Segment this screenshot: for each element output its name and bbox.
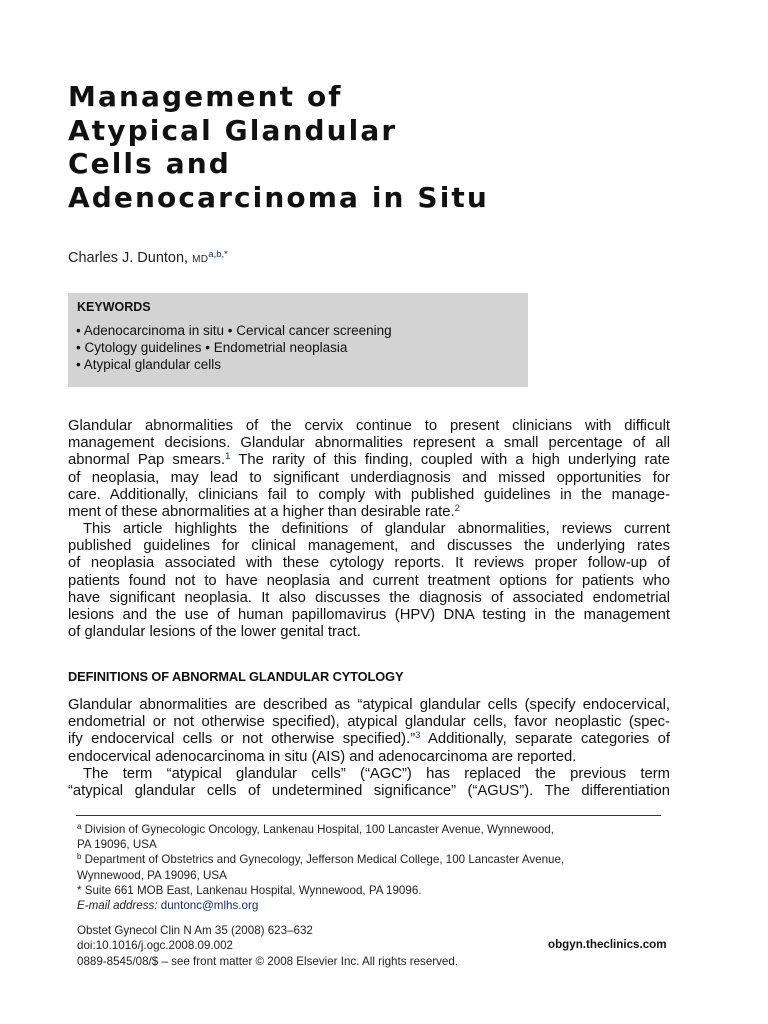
keywords-heading: KEYWORDS — [77, 300, 151, 314]
reference-link[interactable]: 3 — [415, 730, 421, 742]
footnote-a: $^a$ Division of Gynecologic Oncology, Lankenau Hospital, 100 Lancaster Avenue, Wynnewood, — [77, 822, 554, 836]
text-line: management decisions. Glandular abnormalities represent a small percentage of all — [68, 435, 670, 452]
text-line: endometrial or not otherwise specified), atypical glandular cells, favor neoplastic (spec- — [68, 714, 670, 731]
copyright: 0889-8545/08/$ – see front matter © 2008 Elsevier Inc. All rights reserved. — [77, 954, 459, 968]
footnote-b-continued: Wynnewood, PA 19096, USA — [77, 868, 227, 882]
citation-block — [77, 923, 458, 969]
text-line: ment of these abnormalities at a higher than desirable rate.$^2$ — [68, 502, 460, 520]
section1-paragraph-1 — [68, 697, 670, 766]
keyword-line: • Cytology guidelines • Endometrial neoplasia — [76, 340, 348, 355]
reference-link[interactable]: 1 — [225, 451, 231, 463]
text-line: have significant neoplasia. It also discusses the diagnosis of associated endometrial — [68, 589, 670, 606]
text-line: endocervical adenocarcinoma in situ (AIS) and adenocarcinoma are reported. — [68, 748, 577, 765]
text-line: ify endocervical cells or not otherwise specified).”$^3$ Additionally, separate categories of — [68, 730, 670, 748]
intro-paragraph-1 — [68, 418, 670, 521]
article-title — [68, 80, 588, 214]
keywords-list — [76, 322, 392, 373]
email-label: E-mail address: — [77, 899, 158, 913]
text-line: of glandular lesions of the lower genital tract. — [68, 624, 361, 641]
journal-url-link[interactable]: obgyn.theclinics.com — [548, 938, 667, 951]
author-affiliation-marks[interactable]: a,b,* — [208, 249, 228, 260]
text-line: care. Additionally, clinicians fail to comply with published guidelines in the manage- — [68, 486, 670, 503]
text-line: “atypical glandular cells of undetermined significance” (“AGUS”). The differentiation — [68, 783, 670, 800]
keyword-line: • Adenocarcinoma in situ • Cervical cancer screening — [76, 323, 392, 338]
text-line: published guidelines for clinical management, and discusses the underlying rates — [68, 538, 670, 555]
section-heading: DEFINITIONS OF ABNORMAL GLANDULAR CYTOLOGY — [68, 669, 404, 684]
keywords-box — [68, 293, 528, 387]
footnote-divider — [76, 815, 661, 816]
email-link[interactable]: duntonc@mlhs.org — [160, 899, 259, 913]
title-line: Cells and — [68, 147, 231, 180]
footnotes — [77, 822, 667, 913]
reference-link[interactable]: 2 — [454, 502, 460, 514]
footnote-corresponding: * Suite 661 MOB East, Lankenau Hospital, Wynnewood, PA 19096. — [77, 883, 422, 897]
title-line: Adenocarcinoma in Situ — [68, 180, 489, 214]
text-line: patients found not to have neoplasia and current treatment options for patients who — [68, 572, 670, 589]
footnote-a-continued: PA 19096, USA — [77, 838, 157, 852]
section1-paragraph-2 — [68, 766, 670, 800]
text-line: This article highlights the definitions of glandular abnormalities, reviews current — [83, 521, 670, 537]
title-line: Management of — [68, 80, 343, 113]
text-line: lesions and the use of human papillomavirus (HPV) DNA testing in the management — [68, 606, 670, 623]
intro-paragraph-2 — [68, 521, 670, 641]
title-line: Atypical Glandular — [68, 113, 398, 147]
text-line: Glandular abnormalities of the cervix continue to present clinicians with difficult — [68, 418, 670, 434]
author-degree: MD — [192, 254, 209, 265]
doi: doi:10.1016/j.ogc.2008.09.002 — [77, 939, 234, 953]
keyword-line: • Atypical glandular cells — [76, 357, 222, 372]
footnote-email — [77, 898, 667, 913]
author-line — [68, 249, 228, 266]
journal-citation: Obstet Gynecol Clin N Am 35 (2008) 623–632 — [77, 924, 313, 937]
author-name: Charles J. Dunton, — [68, 250, 189, 266]
text-line: Glandular abnormalities are described as “atypical glandular cells (specify endocervical, — [68, 697, 670, 713]
text-line: abnormal Pap smears.$^1$ The rarity of this finding, coupled with a high underlying rate — [68, 451, 670, 469]
text-line: The term “atypical glandular cells” (“AGC”) has replaced the previous term — [83, 766, 670, 782]
text-line: of neoplasia, may lead to significant underdiagnosis and missed opportunities for — [68, 469, 670, 486]
footnote-b: $^b$ Department of Obstetrics and Gynecology, Jefferson Medical College, 100 Lancaster Avenue, — [77, 852, 565, 867]
text-line: of neoplasia associated with these cytology reports. It reviews proper follow-up of — [68, 555, 670, 572]
